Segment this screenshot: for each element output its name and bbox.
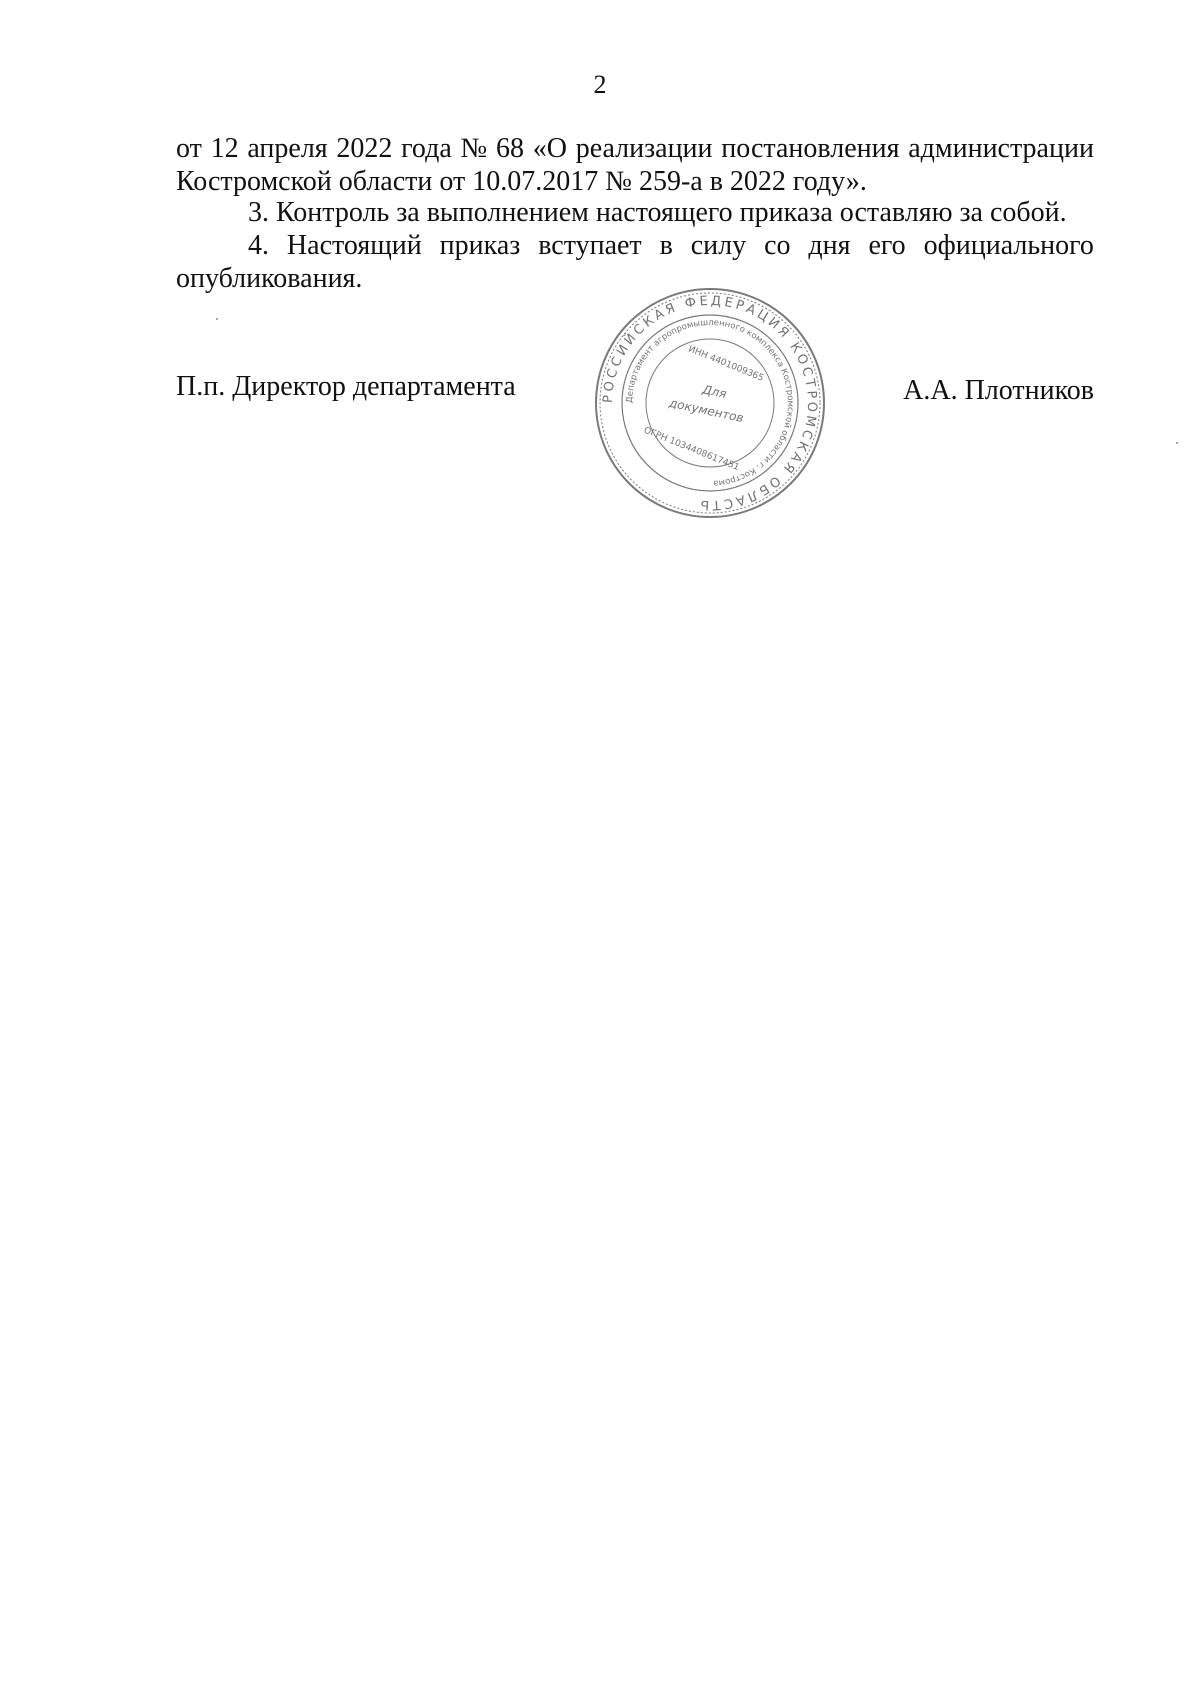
word: приказ [439, 230, 521, 261]
word: дня [808, 230, 851, 261]
word: 12 [210, 133, 239, 164]
word: официального [923, 230, 1094, 261]
word: «О [532, 133, 567, 164]
seal-center-line-2: документов [667, 395, 745, 426]
signatory-name: А.А. Плотников [903, 375, 1094, 406]
paragraph-3 [176, 196, 1094, 229]
word: его [868, 230, 906, 261]
scan-speck [216, 318, 218, 320]
paragraph-4-line-2: опубликования. [176, 263, 363, 294]
word: реализации [575, 133, 713, 164]
word: вступает [538, 230, 642, 261]
seal-center-line-1: Для [701, 382, 728, 402]
word: № [460, 133, 488, 164]
paragraph-1-line-2: Костромской области от 10.07.2017 № 259-а в 2022 году». [176, 166, 867, 197]
word: администрации [908, 133, 1094, 164]
seal-graphic [590, 283, 830, 523]
official-seal [590, 283, 830, 523]
word: силу [690, 230, 747, 261]
word: постановления [721, 133, 900, 164]
word: года [401, 133, 452, 164]
paragraph-4-line-1 [176, 229, 1094, 262]
word: от [176, 133, 202, 164]
word: со [764, 230, 791, 261]
seal-inner-text: Департамент агропромышленного комплекса Костромской области г. Кострома [624, 317, 796, 488]
signatory-position: П.п. Директор департамента [176, 371, 516, 402]
page-number: 2 [593, 70, 607, 99]
seal-ogrn: ОГРН 1034408617451 [642, 425, 741, 474]
word: апреля [247, 133, 328, 164]
paragraph-3-line-1: 3. Контроль за выполнением настоящего приказа оставляю за собой. [248, 197, 1067, 228]
word: в [659, 230, 673, 261]
paragraph-1 [176, 132, 1094, 198]
word: 2022 [336, 133, 393, 164]
word: 4. [248, 230, 269, 261]
seal-outer-text: РОССИЙСКАЯ ФЕДЕРАЦИЯ КОСТРОМСКАЯ ОБЛАСТЬ [600, 293, 820, 513]
word: Настоящий [286, 230, 422, 261]
seal-inn: ИНН 4401009365 [686, 344, 765, 384]
scan-speck [1176, 442, 1178, 444]
word: 68 [495, 133, 524, 164]
paragraph-1-line-1 [176, 132, 1094, 165]
